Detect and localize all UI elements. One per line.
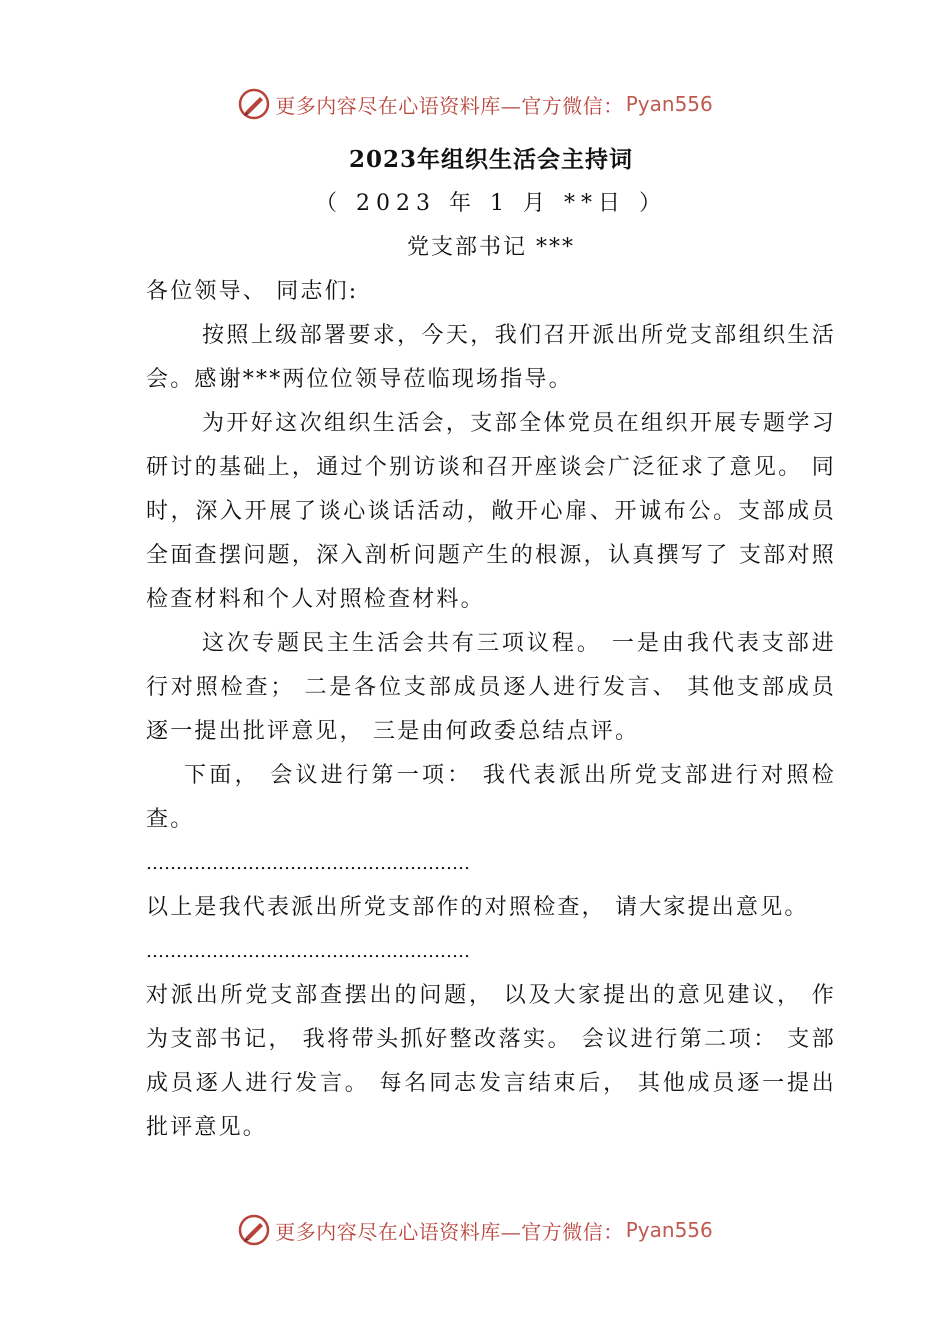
pen-logo-icon	[237, 87, 271, 121]
ellipsis-1: ………………………………………………	[146, 853, 470, 874]
paragraph-1: 按照上级部署要求，今天，我们召开派出所党支部组织生活会。感谢***两位位领导莅临现场指导。	[146, 323, 836, 392]
watermark-wechat-id: Pyan556	[625, 92, 713, 116]
watermark-text: 更多内容尽在心语资料库—官方微信：	[275, 93, 624, 118]
document-title: 2023年组织生活会主持词	[348, 146, 633, 173]
watermark-banner-top	[0, 84, 950, 124]
document-body	[146, 138, 836, 1150]
watermark-banner-bottom	[0, 1210, 950, 1250]
ellipsis-2: ………………………………………………	[146, 941, 470, 962]
paragraph-after-first: 以上是我代表派出所党支部作的对照检查， 请大家提出意见。	[146, 895, 809, 920]
paragraph-4: 下面， 会议进行第一项： 我代表派出所党支部进行对照检查。	[146, 763, 836, 832]
paragraph-3: 这次专题民主生活会共有三项议程。 一是由我代表支部进行对照检查； 二是各位支部成员逐人进行发言、 其他支部成员逐一提出批评意见， 三是由何政委总结点评。	[146, 631, 836, 744]
watermark-text: 更多内容尽在心语资料库—官方微信：	[275, 1219, 624, 1244]
document-date: （ 2023 年 1 月 **日 ）	[315, 191, 667, 216]
watermark-wechat-id: Pyan556	[625, 1218, 713, 1242]
document-author: 党支部书记 ***	[407, 235, 575, 260]
paragraph-closing: 对派出所党支部查摆出的问题， 以及大家提出的意见建议， 作为支部书记， 我将带头抓好整改落实。 会议进行第二项： 支部成员逐人进行发言。 每名同志发言结束后， 其他成员逐一提出批评意见。	[146, 983, 836, 1140]
salutation: 各位领导、 同志们:	[146, 279, 359, 304]
paragraph-2: 为开好这次组织生活会，支部全体党员在组织开展专题学习研讨的基础上，通过个别访谈和召开座谈会广泛征求了意见。 同时，深入开展了谈心谈话活动，敞开心扉、开诚布公。支部成员全面查摆问题，深入剖析问题产生的根源，认真撰写了 支部对照检查材料和个人对照检查材料。	[146, 411, 836, 612]
pen-logo-icon	[237, 1213, 271, 1247]
